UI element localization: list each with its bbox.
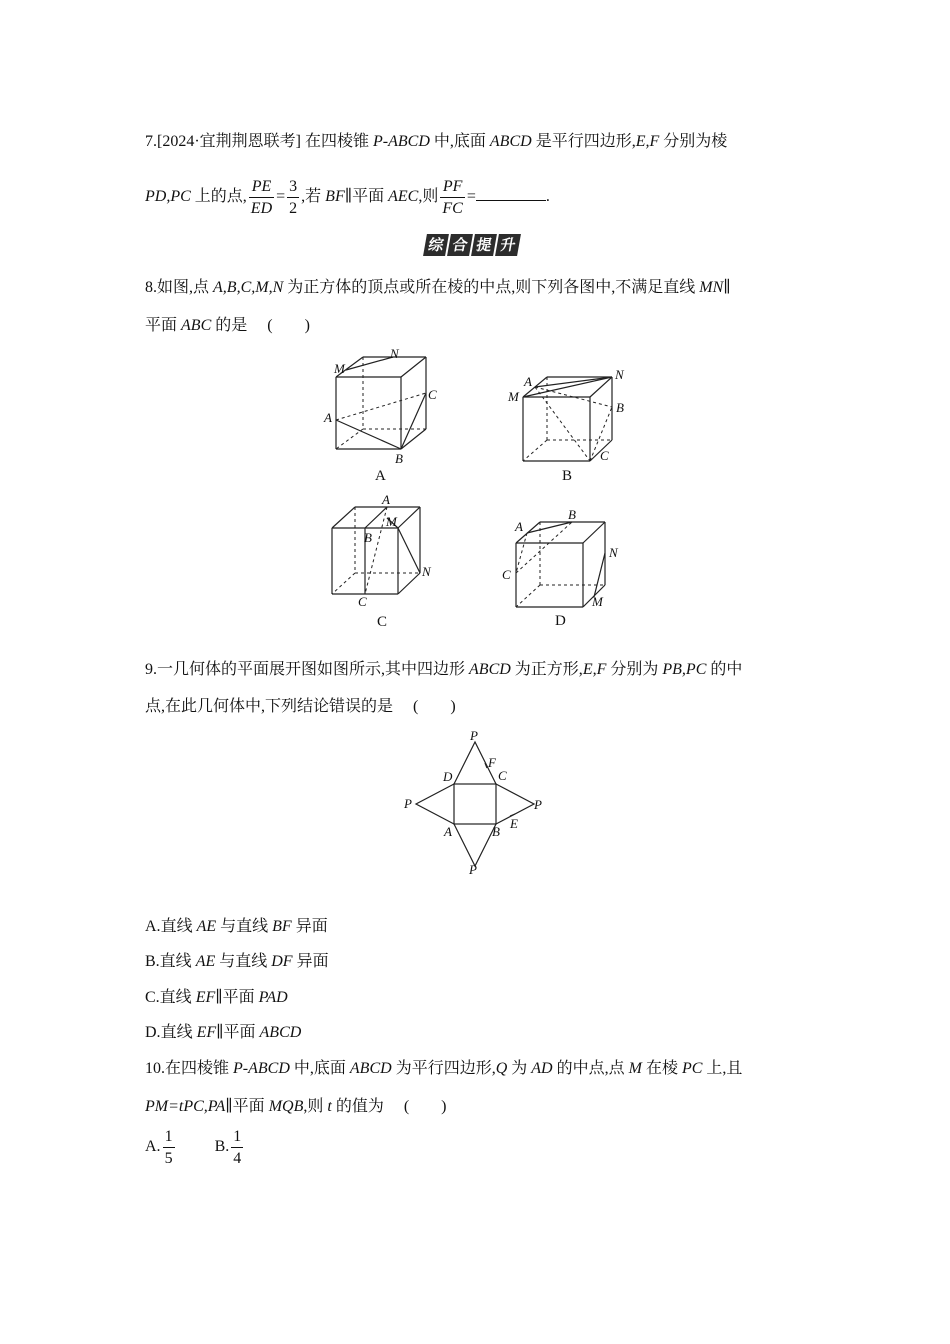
q10-text: 在棱 (641, 1060, 682, 1077)
option-text: 直线 (159, 953, 196, 970)
q9-option-a[interactable] (145, 913, 328, 936)
label-c: C (502, 567, 511, 582)
q9-line1 (145, 656, 742, 679)
q8-var: A,B,C,M,N (213, 279, 284, 296)
q7-text: ,若 (301, 188, 326, 206)
label-c: C (600, 448, 609, 463)
cube-figure-a (318, 345, 448, 485)
q8-text: 平面 (145, 317, 182, 334)
option-label: B. (214, 1138, 230, 1156)
q8-number: 8. (145, 279, 157, 296)
option-text: 直线 (159, 989, 196, 1006)
frac-num: PE (249, 176, 274, 198)
option-var: AE (195, 953, 216, 970)
section-banner (425, 234, 519, 256)
q10-var: MQB (268, 1098, 304, 1115)
option-text: 与直线 (215, 953, 272, 970)
q9-option-c[interactable] (145, 984, 288, 1007)
banner-char: 提 (471, 234, 497, 256)
q8-line2 (145, 312, 310, 335)
figure-caption: A (375, 468, 386, 484)
q10-var: ABCD (349, 1060, 392, 1077)
label-a: A (444, 824, 452, 839)
option-label: A. (145, 1138, 161, 1156)
q7-text: 中,底面 (429, 133, 490, 150)
q7-text: 上的点, (190, 188, 247, 206)
label-a: A (524, 374, 532, 389)
q8-text: 如图,点 (157, 279, 214, 296)
option-label: D. (145, 1024, 161, 1041)
q7-var: BF (325, 188, 345, 206)
cube-figure-c (320, 490, 450, 630)
q7-var: E,F (635, 133, 660, 150)
label-a: A (382, 492, 390, 507)
q9-text: 分别为 (606, 661, 663, 678)
q10-var: PC (681, 1060, 703, 1077)
label-a: A (515, 519, 523, 534)
q7-text: 在四棱锥 (301, 133, 374, 150)
q9-var: E,F (582, 661, 607, 678)
label-c: C (498, 768, 507, 783)
period: . (545, 188, 550, 206)
label-p-right: P (534, 797, 542, 812)
cube-figure-b (500, 362, 640, 487)
fraction-3-2 (287, 176, 299, 219)
q7-text: 分别为棱 (659, 133, 728, 150)
fraction-pf-fc (440, 176, 464, 219)
q10-line2 (145, 1093, 446, 1116)
q7-text: ,则 (418, 188, 439, 206)
equals: = (276, 188, 286, 206)
q7-number: 7. (145, 133, 157, 150)
label-m: M (592, 594, 603, 609)
q8-line1 (145, 274, 731, 297)
q9-number: 9. (145, 661, 157, 678)
q7-line1 (145, 128, 727, 151)
label-m: M (386, 514, 397, 529)
q9-text: 的中 (706, 661, 743, 678)
q7-var: PD,PC (145, 188, 191, 206)
option-label: B. (145, 953, 160, 970)
q9-line2 (145, 693, 456, 716)
frac-den: ED (250, 200, 273, 217)
fraction-pe-ed (249, 176, 274, 219)
q10-text: 为平行四边形, (391, 1060, 496, 1077)
q9-option-d[interactable] (145, 1019, 301, 1042)
label-n: N (615, 367, 624, 382)
q7-source: [2024·宜荆荆恩联考] (157, 133, 301, 150)
figure-caption: C (377, 614, 388, 630)
option-label: C. (145, 989, 160, 1006)
option-var: EF (196, 1024, 217, 1041)
label-e: E (510, 816, 518, 831)
option-text: 与直线 (216, 918, 273, 935)
frac-num: 3 (287, 176, 299, 198)
q10-text: ∥平面 (225, 1098, 269, 1115)
q10-var: AD (531, 1060, 553, 1077)
q10-line1 (145, 1055, 742, 1078)
q7-var: P-ABCD (373, 133, 430, 150)
label-c: C (358, 594, 367, 609)
option-var: EF (195, 989, 216, 1006)
q7-var: AEC (388, 188, 419, 206)
option-text: 直线 (160, 1024, 197, 1041)
q10-number: 10. (145, 1060, 165, 1077)
frac-num: 1 (163, 1126, 175, 1148)
q7-text: ∥平面 (344, 188, 389, 206)
q10-text: 中,底面 (289, 1060, 350, 1077)
cube-figure-d (498, 505, 638, 630)
label-p-bottom: P (469, 862, 477, 877)
q10-var: P-ABCD (233, 1060, 290, 1077)
q10-var: t (327, 1098, 332, 1115)
option-text: 异面 (292, 953, 329, 970)
label-p-left: P (404, 796, 412, 811)
frac-den: 5 (164, 1150, 173, 1167)
fraction-1-4 (231, 1126, 243, 1169)
q10-option-b[interactable] (214, 1128, 246, 1167)
q10-text: 上,且 (702, 1060, 743, 1077)
q9-text: 点,在此几何体中,下列结论错误的是 ( ) (145, 698, 456, 715)
label-n: N (422, 564, 431, 579)
q10-text: 的值为 ( ) (331, 1098, 447, 1115)
q10-option-a[interactable] (145, 1128, 177, 1167)
q8-text: ∥ (723, 279, 731, 296)
label-p-top: P (470, 728, 478, 743)
label-d: D (443, 769, 453, 784)
frac-den: 2 (289, 200, 298, 217)
option-text: 直线 (160, 918, 197, 935)
q7-text: 是平行四边形, (531, 133, 636, 150)
label-b: B (568, 507, 576, 522)
q8-var: MN (699, 279, 724, 296)
q9-var: PB,PC (662, 661, 707, 678)
label-f: F (488, 755, 496, 770)
frac-num: PF (440, 176, 464, 198)
frac-den: 4 (233, 1150, 242, 1167)
label-m: M (508, 389, 519, 404)
q10-text: 为 (507, 1060, 532, 1077)
banner-char: 综 (423, 234, 449, 256)
q10-options (145, 1126, 245, 1169)
q10-var: PM=tPC,PA (145, 1098, 226, 1115)
answer-blank[interactable] (476, 186, 546, 201)
q10-var: M (628, 1060, 642, 1077)
option-text: ∥平面 (215, 989, 259, 1006)
frac-den: FC (442, 200, 463, 217)
label-b: B (395, 451, 403, 466)
figure-caption: D (555, 613, 566, 629)
option-text: ∥平面 (216, 1024, 260, 1041)
label-b: B (492, 824, 500, 839)
option-label: A. (145, 918, 161, 935)
banner-char: 合 (447, 234, 473, 256)
equals: = (466, 188, 476, 206)
figure-caption: B (562, 468, 573, 484)
q10-text: 在四棱锥 (165, 1060, 234, 1077)
q8-var: ABC (181, 317, 212, 334)
option-var: PAD (258, 989, 288, 1006)
q8-text: 为正方体的顶点或所在棱的中点,则下列各图中,不满足直线 (283, 279, 700, 296)
q10-text: ,则 (303, 1098, 328, 1115)
pyramid-net-figure (400, 728, 550, 878)
q9-var: ABCD (469, 661, 511, 678)
label-c: C (428, 387, 437, 402)
fraction-1-5 (163, 1126, 175, 1169)
label-b: B (616, 400, 624, 415)
label-a: A (324, 410, 332, 425)
option-var: AE (196, 918, 217, 935)
label-b: B (364, 530, 372, 545)
q7-var: ABCD (489, 133, 532, 150)
option-text: 异面 (291, 918, 328, 935)
frac-num: 1 (231, 1126, 243, 1148)
option-var: ABCD (259, 1024, 302, 1041)
label-n: N (390, 346, 399, 361)
q9-option-b[interactable] (145, 948, 329, 971)
label-n: N (609, 545, 618, 560)
q10-text: 的中点,点 (552, 1060, 629, 1077)
q9-text: 为正方形, (510, 661, 583, 678)
q10-var: Q (495, 1060, 508, 1077)
q9-text: 一几何体的平面展开图如图所示,其中四边形 (157, 661, 470, 678)
label-m: M (334, 361, 345, 376)
option-var: BF (272, 918, 292, 935)
option-var: DF (271, 953, 293, 970)
banner-char: 升 (495, 234, 521, 256)
q8-text: 的是 ( ) (211, 317, 310, 334)
q7-line2 (145, 176, 550, 219)
